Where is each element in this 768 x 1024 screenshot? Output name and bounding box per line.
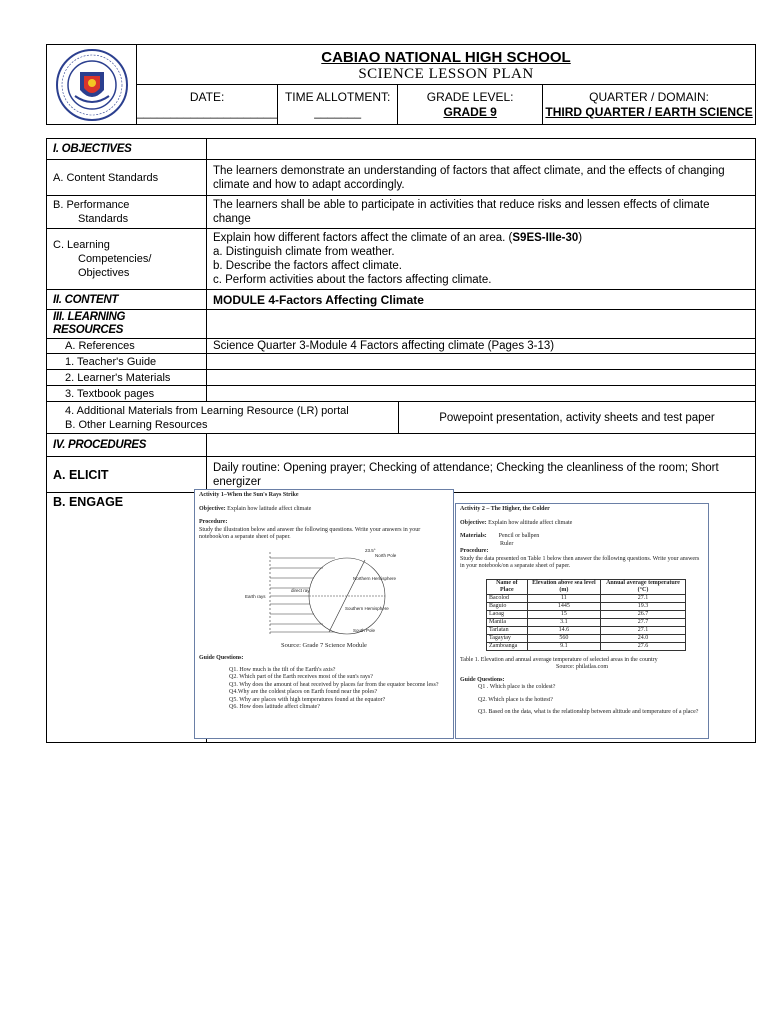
learning-competencies-text: Explain how different factors affect the climate of an area. (S9ES-IIIe-30) a. Distinguish climate from weather. b. Describe the factors affect climate. c. Perform activities about the factors affecting climate. — [207, 229, 756, 290]
table-cell: Baguio — [487, 602, 528, 610]
table-row — [487, 602, 686, 610]
table-header-cell: Name of Place — [487, 579, 528, 594]
north-pole-label: North Pole — [375, 552, 397, 558]
time-label: TIME ALLOTMENT: — [284, 89, 391, 104]
activity-1-source: Source: Grade 7 Science Module — [281, 641, 367, 649]
altitude-table — [486, 579, 686, 651]
elicit-label: A. ELICIT — [47, 457, 207, 493]
performance-standards-text: The learners shall be able to participate in activities that reduce risks and lessen effects of climate change — [207, 196, 756, 229]
sun-rays-diagram — [195, 544, 451, 642]
activity-2-source: Source: philatlas.com — [556, 664, 608, 670]
table-cell: 1445 — [527, 602, 600, 610]
earth-rays-label: Earth rays — [245, 593, 266, 599]
additional-materials-text: Powepoint presentation, activity sheets and test paper — [399, 402, 756, 434]
table-cell: 19.3 — [601, 602, 686, 610]
header-table — [46, 44, 756, 125]
learners-materials-label: 2. Learner's Materials — [47, 370, 207, 386]
additional-materials-label: 4. Additional Materials from Learning Resource (LR) portal B. Other Learning Resources — [47, 402, 399, 434]
school-name: CABIAO NATIONAL HIGH SCHOOL — [321, 49, 571, 66]
table-cell: 27.1 — [601, 626, 686, 634]
activity-1-title: Activity 1–When the Sun's Rays Strike — [199, 492, 299, 498]
seal-cell — [47, 45, 137, 125]
quarter-value: THIRD QUARTER / EARTH SCIENCE — [545, 104, 753, 119]
content-heading: II. CONTENT — [47, 290, 207, 310]
date-label: DATE: — [189, 89, 225, 104]
content-standards-label: A. Content Standards — [47, 160, 207, 196]
table-cell: Zamboanga — [487, 642, 528, 650]
activity-1-guide-label: Guide Questions: — [199, 655, 244, 661]
table-cell: Tagaytay — [487, 634, 528, 642]
table-cell: 560 — [527, 634, 600, 642]
table-cell: 27.1 — [601, 594, 686, 602]
activity-2-panel: Activity 2 – The Higher, the Colder Objective: Explain how altitude affect climate Materials: Pencil or ballpen Ruler Procedure: Study the data presented on Table 1 below then answer the following questions. Write your answers in your notebook/on a separate sheet of paper. Name of Place Elevation above sea level (m) Annual average temperature (°C) Bacolod 11 27.1 Baguio 1445 19.3 Laoag 15 26.7 Manila 3.1 27.7 Tarlatan 14.6 27.1 Tagaytay 560 24.0 Zamboanga 9.1 27.6 Table 1. Elevation and annual average temperature of selected areas in the country Source: philatlas.com Guide Questions: Q1 . Which place is the coldest? Q2. Which place is the hottest? Q3. Based on the data, what is the relationship between altitude and temperature of a place? — [455, 503, 709, 739]
table-cell: 14.6 — [527, 626, 600, 634]
table-cell: 27.7 — [601, 618, 686, 626]
grade-label: GRADE LEVEL: — [426, 89, 514, 104]
table-cell: 9.1 — [527, 642, 600, 650]
table-caption: Table 1. Elevation and annual average temperature of selected areas in the country — [460, 656, 658, 663]
activity-1-procedure: Study the illustration below and answer the following questions. Write your answers in your notebook/on a separate sheet of paper. — [199, 526, 421, 540]
date-value: _____________________ — [137, 104, 278, 119]
competency-code: S9ES-IIIe-30 — [512, 232, 579, 244]
plan-title: SCIENCE LESSON PLAN — [358, 66, 534, 82]
engage-label: B. ENGAGE — [47, 493, 207, 743]
activity-1-panel: Activity 1–When the Sun's Rays Strike Objective: Explain how latitude affect climate Procedure: Study the illustration below and answer the following questions. Write your answers in your notebook/on a separate sheet of paper. 23.5° North Pole South Pole Northern Hemisphere Southern Hemisphere direct ray Earth rays Source: Grade 7 Science Module Guide Questions: Q1. How much is the tilt of the Earth's axis? Q2. Which part of the Earth receives most of the sun's rays? Q3. Why does the amount of heat received by places far from the equator become less? Q4.Why are the coldest places on Earth found near the poles? Q5. Why are places with high temperatures found at the equator? Q6. How does latitude affect climate? — [194, 489, 454, 739]
date-cell — [137, 85, 278, 125]
quarter-cell — [543, 85, 756, 125]
teachers-guide-label: 1. Teacher's Guide — [47, 354, 207, 370]
table-cell: Manila — [487, 618, 528, 626]
table-cell: 24.0 — [601, 634, 686, 642]
elicit-text: Daily routine: Opening prayer; Checking of attendance; Checking the cleanliness of the room; Short energizer — [207, 457, 756, 493]
activity-2-guide-label: Guide Questions: — [460, 676, 505, 683]
activity-2-title: Activity 2 – The Higher, the Colder — [460, 506, 550, 512]
quarter-label: QUARTER / DOMAIN: — [589, 89, 709, 104]
activity-2-questions: Q1 . Which place is the coldest? Q2. Which place is the hottest? Q3. Based on the data, what is the relationship between altitude and temperature of a place? — [478, 684, 699, 715]
time-value: _______ — [314, 104, 362, 119]
textbook-pages-label: 3. Textbook pages — [47, 386, 207, 402]
table-cell: 11 — [527, 594, 600, 602]
table-cell: 3.1 — [527, 618, 600, 626]
module-title: MODULE 4-Factors Affecting Climate — [207, 290, 756, 310]
angle-label: 23.5° — [365, 547, 376, 553]
southern-hemisphere-label: Southern Hemisphere — [345, 605, 389, 611]
school-title-cell — [137, 45, 756, 85]
table-row — [487, 594, 686, 602]
table-header-cell: Elevation above sea level (m) — [527, 579, 600, 594]
table-cell: Laoag — [487, 610, 528, 618]
grade-value: GRADE 9 — [443, 104, 497, 119]
references-label: A. References — [47, 339, 207, 354]
table-cell: 27.6 — [601, 642, 686, 650]
table-header-cell: Annual average temperature (°C) — [601, 579, 686, 594]
direct-ray-label: direct ray — [291, 587, 310, 593]
south-pole-label: South Pole — [353, 627, 376, 633]
table-cell: Tarlatan — [487, 626, 528, 634]
table-row — [487, 626, 686, 634]
learning-competencies-label: C. Learning Competencies/ Objectives — [47, 229, 207, 290]
grade-cell — [398, 85, 543, 125]
time-cell — [278, 85, 398, 125]
objectives-heading: I. OBJECTIVES — [47, 139, 207, 160]
references-text: Science Quarter 3-Module 4 Factors affecting climate (Pages 3-13) — [207, 339, 756, 354]
performance-standards-label: B. Performance Standards — [47, 196, 207, 229]
table-cell: Bacolod — [487, 594, 528, 602]
table-row — [487, 642, 686, 650]
content-standards-text: The learners demonstrate an understanding of factors that affect climate, and the effects of changing climate and how to adapt accordingly. — [207, 160, 756, 196]
table-cell: 15 — [527, 610, 600, 618]
procedures-heading: IV. PROCEDURES — [47, 434, 207, 457]
table-row — [487, 610, 686, 618]
table-row — [487, 634, 686, 642]
activity-2-procedure: Study the data presented on Table 1 below then answer the following questions. Write your answers in your notebook/on a separate sheet of paper. — [460, 555, 700, 569]
table-row — [487, 618, 686, 626]
learning-resources-heading: III. LEARNING RESOURCES — [47, 310, 207, 339]
northern-hemisphere-label: Northern Hemisphere — [353, 575, 397, 581]
table-cell: 26.7 — [601, 610, 686, 618]
deped-seal-icon — [55, 48, 129, 122]
activity-1-questions: Q1. How much is the tilt of the Earth's axis? Q2. Which part of the Earth receives most of the sun's rays? Q3. Why does the amount of heat received by places far from the equator become less? Q4.Why are the coldest places on Earth found near the poles? Q5. Why are places with high temperatures found at the equator? Q6. How does latitude affect climate? — [229, 666, 439, 710]
